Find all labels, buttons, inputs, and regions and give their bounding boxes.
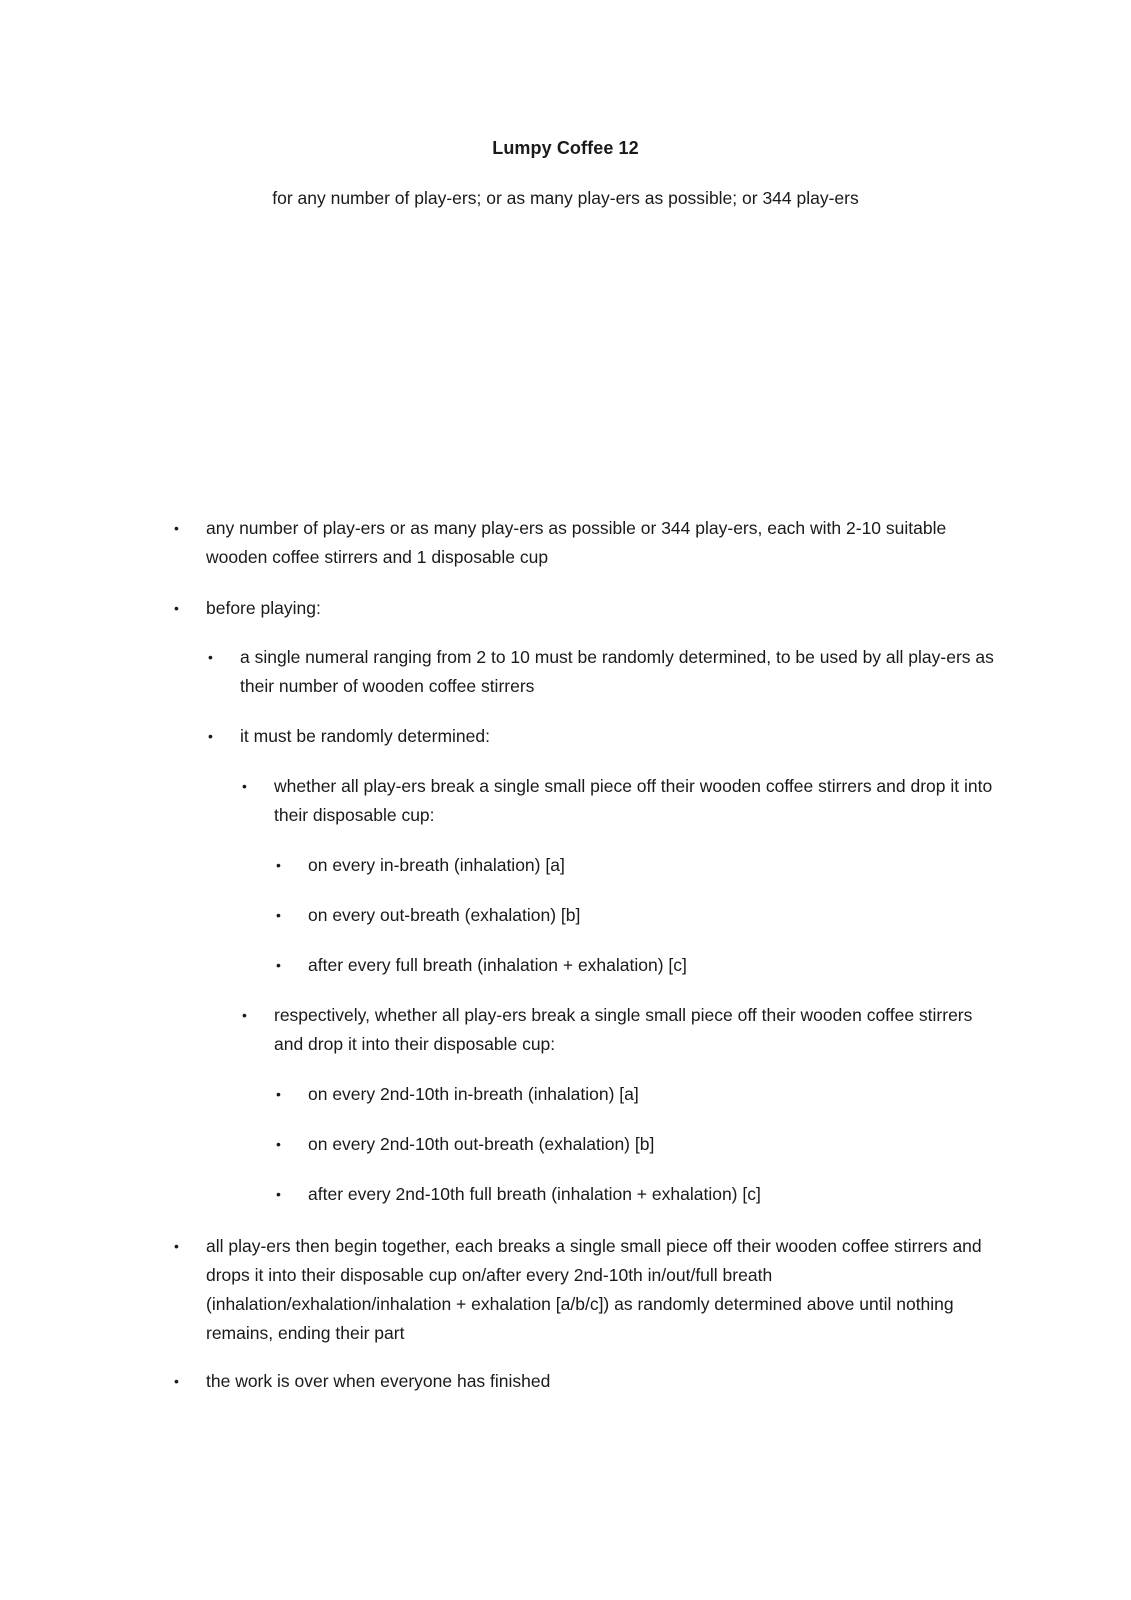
bullet-icon: • xyxy=(174,1238,179,1254)
list-item xyxy=(276,951,998,980)
list-item xyxy=(174,514,1006,572)
list-item xyxy=(242,1001,1004,1059)
list-item-text: respectively, whether all play-ers break a single small piece off their wooden coffee stirrers and drop it into their disposable cup: xyxy=(274,1005,973,1054)
bullet-icon: • xyxy=(208,649,213,665)
document-title: Lumpy Coffee 12 xyxy=(492,138,639,158)
list-item xyxy=(208,722,1000,751)
list-item-text: on every 2nd-10th out-breath (exhalation) [b] xyxy=(308,1134,655,1154)
list-item xyxy=(174,594,1006,623)
list-item-text: after every 2nd-10th full breath (inhalation + exhalation) [c] xyxy=(308,1184,761,1204)
bullet-icon: • xyxy=(276,1186,281,1202)
bullet-icon: • xyxy=(242,778,247,794)
list-item xyxy=(276,851,998,880)
bullet-icon: • xyxy=(276,1086,281,1102)
bullet-icon: • xyxy=(276,957,281,973)
bullet-icon: • xyxy=(174,600,179,616)
bullet-icon: • xyxy=(276,1136,281,1152)
list-item-text: it must be randomly determined: xyxy=(240,726,490,746)
list-item-text: a single numeral ranging from 2 to 10 must be randomly determined, to be used by all play-ers as their number of wooden coffee stirrers xyxy=(240,647,994,696)
list-item-text: on every in-breath (inhalation) [a] xyxy=(308,855,565,875)
bullet-icon: • xyxy=(276,907,281,923)
list-item-text: the work is over when everyone has finished xyxy=(206,1371,551,1391)
bullet-icon: • xyxy=(174,1373,179,1389)
list-item-text: before playing: xyxy=(206,598,321,618)
list-item-text: on every 2nd-10th in-breath (inhalation) [a] xyxy=(308,1084,639,1104)
document-subtitle: for any number of play-ers; or as many play-ers as possible; or 344 play-ers xyxy=(272,188,859,208)
list-item-text: on every out-breath (exhalation) [b] xyxy=(308,905,581,925)
list-item-text: whether all play-ers break a single small piece off their wooden coffee stirrers and drop it into their disposable cup: xyxy=(274,776,993,825)
list-item xyxy=(276,901,998,930)
bullet-icon: • xyxy=(208,728,213,744)
bullet-icon: • xyxy=(242,1007,247,1023)
list-item-text: any number of play-ers or as many play-ers as possible or 344 play-ers, each with 2-10 suitable wooden coffee stirrers and 1 disposable cup xyxy=(206,518,947,567)
list-item xyxy=(174,1232,1006,1348)
list-item xyxy=(208,643,1000,701)
list-item xyxy=(174,1367,1006,1396)
list-item-text: all play-ers then begin together, each breaks a single small piece off their wooden coffee stirrers and drops it into their disposable cup on/after every 2nd-10th in/out/full breath (inhalation/exhalation/inhalation + exhalation [a/b/c]) as randomly determined above until nothing remains, ending their part xyxy=(206,1236,982,1343)
list-item-text: after every full breath (inhalation + exhalation) [c] xyxy=(308,955,687,975)
list-item xyxy=(276,1130,998,1159)
list-item xyxy=(276,1180,998,1209)
bullet-icon: • xyxy=(276,857,281,873)
list-item xyxy=(242,772,1004,830)
list-item xyxy=(276,1080,998,1109)
bullet-icon: • xyxy=(174,520,179,536)
